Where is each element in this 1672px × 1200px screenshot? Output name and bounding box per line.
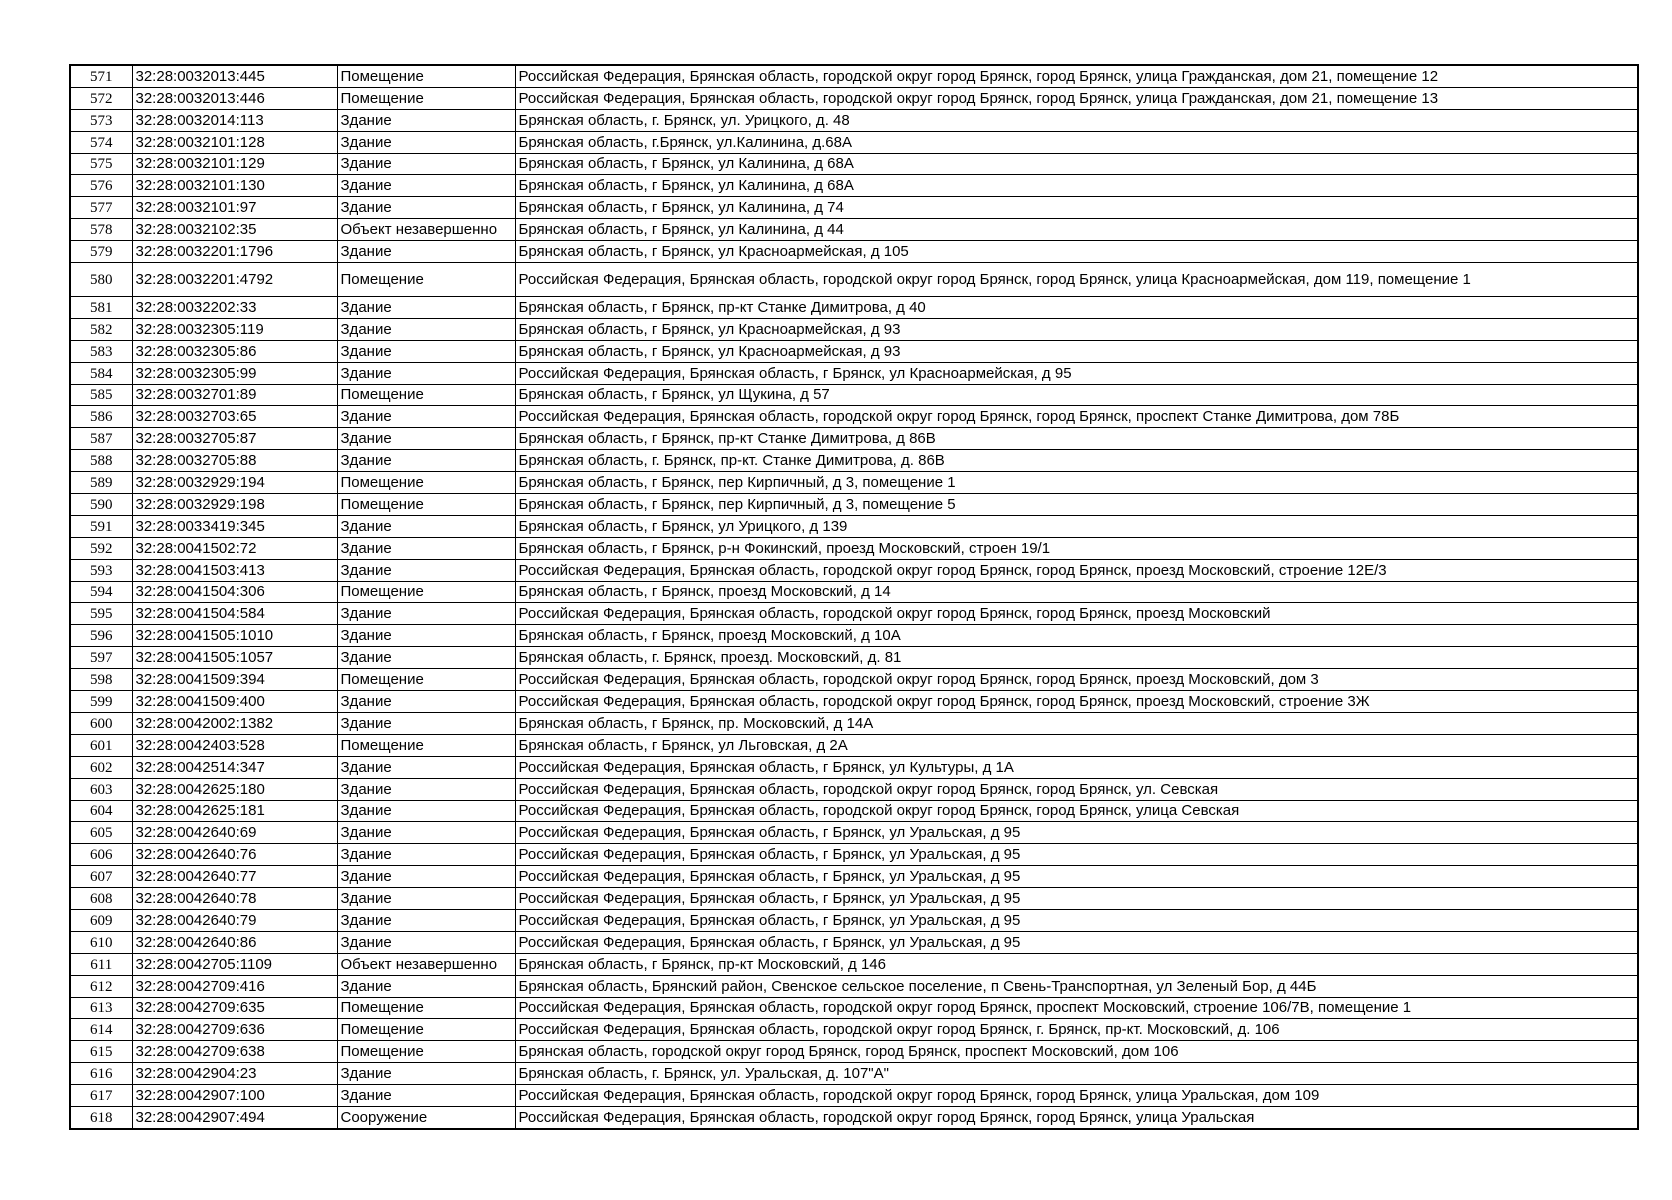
address-cell: Брянская область, г. Брянск, пр-кт. Станке Димитрова, д. 86В (515, 450, 1638, 472)
address-cell: Брянская область, г Брянск, пер Кирпичный, д 3, помещение 1 (515, 472, 1638, 494)
row-number-cell: 586 (70, 406, 132, 428)
table-row (70, 175, 1638, 197)
row-number-cell: 588 (70, 450, 132, 472)
row-number-cell: 576 (70, 175, 132, 197)
address-cell: Брянская область, г Брянск, ул Урицкого, д 139 (515, 515, 1638, 537)
row-number-cell: 602 (70, 756, 132, 778)
row-number-cell: 587 (70, 428, 132, 450)
cadastral-number-cell: 32:28:0042709:416 (132, 975, 337, 997)
table-row (70, 581, 1638, 603)
object-type-cell: Помещение (337, 87, 515, 109)
row-number-cell: 603 (70, 778, 132, 800)
row-number-cell: 601 (70, 734, 132, 756)
table-row (70, 669, 1638, 691)
object-type-cell: Здание (337, 1063, 515, 1085)
row-number-cell: 579 (70, 241, 132, 263)
table-row (70, 866, 1638, 888)
row-number-cell: 592 (70, 537, 132, 559)
table-row (70, 1085, 1638, 1107)
object-type-cell: Здание (337, 756, 515, 778)
table-row (70, 472, 1638, 494)
property-registry-table (69, 64, 1639, 1130)
table-row (70, 844, 1638, 866)
row-number-cell: 596 (70, 625, 132, 647)
address-cell: Российская Федерация, Брянская область, городской округ город Брянск, город Брянск, улица Севская (515, 800, 1638, 822)
object-type-cell: Здание (337, 822, 515, 844)
object-type-cell: Здание (337, 362, 515, 384)
address-cell: Российская Федерация, Брянская область, г Брянск, ул Уральская, д 95 (515, 866, 1638, 888)
object-type-cell: Здание (337, 241, 515, 263)
cadastral-number-cell: 32:28:0042403:528 (132, 734, 337, 756)
table-row (70, 778, 1638, 800)
row-number-cell: 614 (70, 1019, 132, 1041)
object-type-cell: Помещение (337, 734, 515, 756)
cadastral-number-cell: 32:28:0032101:128 (132, 131, 337, 153)
cadastral-number-cell: 32:28:0041505:1010 (132, 625, 337, 647)
table-row (70, 537, 1638, 559)
address-cell: Российская Федерация, Брянская область, городской округ город Брянск, город Брянск, улица Гражданская, дом 21, помещение 12 (515, 65, 1638, 87)
object-type-cell: Здание (337, 778, 515, 800)
row-number-cell: 611 (70, 953, 132, 975)
row-number-cell: 612 (70, 975, 132, 997)
cadastral-number-cell: 32:28:0041502:72 (132, 537, 337, 559)
address-cell: Брянская область, г Брянск, ул Красноармейская, д 105 (515, 241, 1638, 263)
address-cell: Брянская область, г Брянск, проезд Московский, д 14 (515, 581, 1638, 603)
object-type-cell: Здание (337, 866, 515, 888)
table-row (70, 909, 1638, 931)
table-row (70, 931, 1638, 953)
address-cell: Брянская область, г Брянск, ул Щукина, д 57 (515, 384, 1638, 406)
row-number-cell: 589 (70, 472, 132, 494)
cadastral-number-cell: 32:28:0032101:97 (132, 197, 337, 219)
registry-sheet (69, 64, 1637, 1130)
address-cell: Брянская область, г Брянск, ул Калинина, д 44 (515, 219, 1638, 241)
address-cell: Брянская область, г Брянск, ул Калинина, д 74 (515, 197, 1638, 219)
cadastral-number-cell: 32:28:0032102:35 (132, 219, 337, 241)
row-number-cell: 574 (70, 131, 132, 153)
table-row (70, 109, 1638, 131)
address-cell: Российская Федерация, Брянская область, г Брянск, ул Уральская, д 95 (515, 822, 1638, 844)
table-row (70, 153, 1638, 175)
row-number-cell: 607 (70, 866, 132, 888)
cadastral-number-cell: 32:28:0032013:445 (132, 65, 337, 87)
cadastral-number-cell: 32:28:0032305:119 (132, 318, 337, 340)
object-type-cell: Здание (337, 428, 515, 450)
object-type-cell: Помещение (337, 669, 515, 691)
object-type-cell: Помещение (337, 581, 515, 603)
cadastral-number-cell: 32:28:0032705:88 (132, 450, 337, 472)
object-type-cell: Помещение (337, 997, 515, 1019)
address-cell: Российская Федерация, Брянская область, городской округ город Брянск, город Брянск, проспект Станке Димитрова, дом 78Б (515, 406, 1638, 428)
address-cell: Российская Федерация, Брянская область, городской округ город Брянск, город Брянск, улица Уральская, дом 109 (515, 1085, 1638, 1107)
address-cell: Брянская область, г Брянск, р-н Фокинский, проезд Московский, строен 19/1 (515, 537, 1638, 559)
table-row (70, 625, 1638, 647)
address-cell: Брянская область, г. Брянск, ул. Уральская, д. 107"А" (515, 1063, 1638, 1085)
cadastral-number-cell: 32:28:0032705:87 (132, 428, 337, 450)
object-type-cell: Здание (337, 800, 515, 822)
cadastral-number-cell: 32:28:0042514:347 (132, 756, 337, 778)
registry-table-body (70, 65, 1638, 1129)
address-cell: Российская Федерация, Брянская область, г Брянск, ул Уральская, д 95 (515, 909, 1638, 931)
table-row (70, 241, 1638, 263)
address-cell: Российская Федерация, Брянская область, городской округ город Брянск, город Брянск, улица Красноармейская, дом 119, помещение 1 (515, 263, 1638, 297)
address-cell: Брянская область, г Брянск, ул Льговская, д 2А (515, 734, 1638, 756)
table-row (70, 1041, 1638, 1063)
cadastral-number-cell: 32:28:0042640:79 (132, 909, 337, 931)
object-type-cell: Здание (337, 131, 515, 153)
address-cell: Брянская область, г Брянск, ул Красноармейская, д 93 (515, 318, 1638, 340)
table-row (70, 756, 1638, 778)
row-number-cell: 608 (70, 888, 132, 910)
cadastral-number-cell: 32:28:0042705:1109 (132, 953, 337, 975)
row-number-cell: 571 (70, 65, 132, 87)
cadastral-number-cell: 32:28:0041509:394 (132, 669, 337, 691)
address-cell: Брянская область, г Брянск, ул Калинина, д 68А (515, 175, 1638, 197)
table-row (70, 318, 1638, 340)
row-number-cell: 609 (70, 909, 132, 931)
object-type-cell: Помещение (337, 65, 515, 87)
cadastral-number-cell: 32:28:0042907:494 (132, 1106, 337, 1128)
table-row (70, 1063, 1638, 1085)
object-type-cell: Здание (337, 712, 515, 734)
address-cell: Брянская область, г. Брянск, ул. Урицкого, д. 48 (515, 109, 1638, 131)
object-type-cell: Здание (337, 175, 515, 197)
row-number-cell: 598 (70, 669, 132, 691)
table-row (70, 822, 1638, 844)
address-cell: Российская Федерация, Брянская область, городской округ город Брянск, город Брянск, улица Уральская (515, 1106, 1638, 1128)
object-type-cell: Здание (337, 625, 515, 647)
row-number-cell: 580 (70, 263, 132, 297)
address-cell: Брянская область, г Брянск, проезд Московский, д 10А (515, 625, 1638, 647)
row-number-cell: 585 (70, 384, 132, 406)
object-type-cell: Помещение (337, 472, 515, 494)
cadastral-number-cell: 32:28:0042709:638 (132, 1041, 337, 1063)
address-cell: Российская Федерация, Брянская область, г Брянск, ул Культуры, д 1А (515, 756, 1638, 778)
address-cell: Российская Федерация, Брянская область, городской округ город Брянск, город Брянск, проезд Московский, строение 3Ж (515, 691, 1638, 713)
cadastral-number-cell: 32:28:0042709:635 (132, 997, 337, 1019)
table-row (70, 362, 1638, 384)
table-row (70, 65, 1638, 87)
object-type-cell: Здание (337, 909, 515, 931)
object-type-cell: Здание (337, 975, 515, 997)
row-number-cell: 593 (70, 559, 132, 581)
table-row (70, 647, 1638, 669)
table-row (70, 712, 1638, 734)
row-number-cell: 572 (70, 87, 132, 109)
table-row (70, 997, 1638, 1019)
object-type-cell: Здание (337, 109, 515, 131)
row-number-cell: 583 (70, 340, 132, 362)
row-number-cell: 594 (70, 581, 132, 603)
object-type-cell: Здание (337, 537, 515, 559)
object-type-cell: Сооружение (337, 1106, 515, 1128)
row-number-cell: 613 (70, 997, 132, 1019)
address-cell: Российская Федерация, Брянская область, городской округ город Брянск, г. Брянск, пр-кт. Московский, д. 106 (515, 1019, 1638, 1041)
address-cell: Брянская область, г Брянск, пер Кирпичный, д 3, помещение 5 (515, 494, 1638, 516)
address-cell: Российская Федерация, Брянская область, городской округ город Брянск, проспект Московский, строение 106/7В, помещение 1 (515, 997, 1638, 1019)
object-type-cell: Объект незавершенно (337, 953, 515, 975)
object-type-cell: Здание (337, 406, 515, 428)
object-type-cell: Здание (337, 559, 515, 581)
row-number-cell: 617 (70, 1085, 132, 1107)
row-number-cell: 599 (70, 691, 132, 713)
cadastral-number-cell: 32:28:0042904:23 (132, 1063, 337, 1085)
cadastral-number-cell: 32:28:0032305:99 (132, 362, 337, 384)
address-cell: Брянская область, г. Брянск, проезд. Московский, д. 81 (515, 647, 1638, 669)
cadastral-number-cell: 32:28:0032201:1796 (132, 241, 337, 263)
table-row (70, 691, 1638, 713)
address-cell: Российская Федерация, Брянская область, г Брянск, ул Уральская, д 95 (515, 844, 1638, 866)
cadastral-number-cell: 32:28:0032201:4792 (132, 263, 337, 297)
table-row (70, 340, 1638, 362)
object-type-cell: Здание (337, 888, 515, 910)
row-number-cell: 573 (70, 109, 132, 131)
object-type-cell: Здание (337, 1085, 515, 1107)
table-row (70, 953, 1638, 975)
cadastral-number-cell: 32:28:0032703:65 (132, 406, 337, 428)
address-cell: Брянская область, г.Брянск, ул.Калинина, д.68А (515, 131, 1638, 153)
table-row (70, 87, 1638, 109)
object-type-cell: Здание (337, 691, 515, 713)
cadastral-number-cell: 32:28:0032202:33 (132, 297, 337, 319)
cadastral-number-cell: 32:28:0032014:113 (132, 109, 337, 131)
table-row (70, 494, 1638, 516)
address-cell: Брянская область, г Брянск, пр-кт Станке Димитрова, д 40 (515, 297, 1638, 319)
row-number-cell: 606 (70, 844, 132, 866)
address-cell: Российская Федерация, Брянская область, г Брянск, ул Уральская, д 95 (515, 931, 1638, 953)
cadastral-number-cell: 32:28:0032929:198 (132, 494, 337, 516)
row-number-cell: 577 (70, 197, 132, 219)
table-row (70, 428, 1638, 450)
object-type-cell: Помещение (337, 494, 515, 516)
row-number-cell: 600 (70, 712, 132, 734)
row-number-cell: 584 (70, 362, 132, 384)
table-row (70, 450, 1638, 472)
object-type-cell: Здание (337, 340, 515, 362)
address-cell: Брянская область, г Брянск, пр. Московский, д 14А (515, 712, 1638, 734)
table-row (70, 734, 1638, 756)
row-number-cell: 605 (70, 822, 132, 844)
cadastral-number-cell: 32:28:0041509:400 (132, 691, 337, 713)
address-cell: Российская Федерация, Брянская область, городской округ город Брянск, город Брянск, улица Гражданская, дом 21, помещение 13 (515, 87, 1638, 109)
cadastral-number-cell: 32:28:0041505:1057 (132, 647, 337, 669)
row-number-cell: 616 (70, 1063, 132, 1085)
table-row (70, 800, 1638, 822)
cadastral-number-cell: 32:28:0032701:89 (132, 384, 337, 406)
object-type-cell: Здание (337, 844, 515, 866)
cadastral-number-cell: 32:28:0042640:76 (132, 844, 337, 866)
object-type-cell: Помещение (337, 1019, 515, 1041)
row-number-cell: 604 (70, 800, 132, 822)
row-number-cell: 591 (70, 515, 132, 537)
table-row (70, 603, 1638, 625)
address-cell: Брянская область, городской округ город Брянск, город Брянск, проспект Московский, дом 106 (515, 1041, 1638, 1063)
object-type-cell: Здание (337, 931, 515, 953)
cadastral-number-cell: 32:28:0042907:100 (132, 1085, 337, 1107)
object-type-cell: Объект незавершенно (337, 219, 515, 241)
table-row (70, 888, 1638, 910)
row-number-cell: 615 (70, 1041, 132, 1063)
cadastral-number-cell: 32:28:0033419:345 (132, 515, 337, 537)
row-number-cell: 578 (70, 219, 132, 241)
address-cell: Российская Федерация, Брянская область, городской округ город Брянск, город Брянск, проезд Московский (515, 603, 1638, 625)
row-number-cell: 595 (70, 603, 132, 625)
object-type-cell: Здание (337, 318, 515, 340)
row-number-cell: 618 (70, 1106, 132, 1128)
object-type-cell: Здание (337, 297, 515, 319)
address-cell: Российская Федерация, Брянская область, городской округ город Брянск, город Брянск, ул. Севская (515, 778, 1638, 800)
table-row (70, 1106, 1638, 1128)
row-number-cell: 581 (70, 297, 132, 319)
row-number-cell: 610 (70, 931, 132, 953)
address-cell: Брянская область, Брянский район, Свенское сельское поселение, п Свень-Транспортная, ул Зеленый Бор, д 44Б (515, 975, 1638, 997)
address-cell: Брянская область, г Брянск, пр-кт Московский, д 146 (515, 953, 1638, 975)
table-row (70, 263, 1638, 297)
table-row (70, 384, 1638, 406)
cadastral-number-cell: 32:28:0041504:306 (132, 581, 337, 603)
table-row (70, 515, 1638, 537)
table-row (70, 1019, 1638, 1041)
cadastral-number-cell: 32:28:0032013:446 (132, 87, 337, 109)
object-type-cell: Помещение (337, 1041, 515, 1063)
table-row (70, 406, 1638, 428)
table-row (70, 197, 1638, 219)
object-type-cell: Здание (337, 450, 515, 472)
address-cell: Брянская область, г Брянск, пр-кт Станке Димитрова, д 86В (515, 428, 1638, 450)
object-type-cell: Помещение (337, 263, 515, 297)
object-type-cell: Здание (337, 603, 515, 625)
object-type-cell: Здание (337, 153, 515, 175)
cadastral-number-cell: 32:28:0032305:86 (132, 340, 337, 362)
cadastral-number-cell: 32:28:0042640:69 (132, 822, 337, 844)
cadastral-number-cell: 32:28:0042640:86 (132, 931, 337, 953)
address-cell: Российская Федерация, Брянская область, городской округ город Брянск, город Брянск, проезд Московский, дом 3 (515, 669, 1638, 691)
cadastral-number-cell: 32:28:0042002:1382 (132, 712, 337, 734)
row-number-cell: 575 (70, 153, 132, 175)
object-type-cell: Здание (337, 197, 515, 219)
table-row (70, 219, 1638, 241)
object-type-cell: Здание (337, 515, 515, 537)
cadastral-number-cell: 32:28:0042709:636 (132, 1019, 337, 1041)
cadastral-number-cell: 32:28:0042640:77 (132, 866, 337, 888)
address-cell: Брянская область, г Брянск, ул Калинина, д 68А (515, 153, 1638, 175)
table-row (70, 975, 1638, 997)
row-number-cell: 590 (70, 494, 132, 516)
row-number-cell: 597 (70, 647, 132, 669)
table-row (70, 297, 1638, 319)
table-row (70, 559, 1638, 581)
address-cell: Российская Федерация, Брянская область, г Брянск, ул Красноармейская, д 95 (515, 362, 1638, 384)
object-type-cell: Помещение (337, 384, 515, 406)
object-type-cell: Здание (337, 647, 515, 669)
row-number-cell: 582 (70, 318, 132, 340)
table-row (70, 131, 1638, 153)
cadastral-number-cell: 32:28:0032101:129 (132, 153, 337, 175)
address-cell: Российская Федерация, Брянская область, г Брянск, ул Уральская, д 95 (515, 888, 1638, 910)
address-cell: Брянская область, г Брянск, ул Красноармейская, д 93 (515, 340, 1638, 362)
cadastral-number-cell: 32:28:0041503:413 (132, 559, 337, 581)
cadastral-number-cell: 32:28:0042625:181 (132, 800, 337, 822)
cadastral-number-cell: 32:28:0042640:78 (132, 888, 337, 910)
cadastral-number-cell: 32:28:0042625:180 (132, 778, 337, 800)
cadastral-number-cell: 32:28:0032101:130 (132, 175, 337, 197)
address-cell: Российская Федерация, Брянская область, городской округ город Брянск, город Брянск, проезд Московский, строение 12Е/3 (515, 559, 1638, 581)
cadastral-number-cell: 32:28:0041504:584 (132, 603, 337, 625)
cadastral-number-cell: 32:28:0032929:194 (132, 472, 337, 494)
